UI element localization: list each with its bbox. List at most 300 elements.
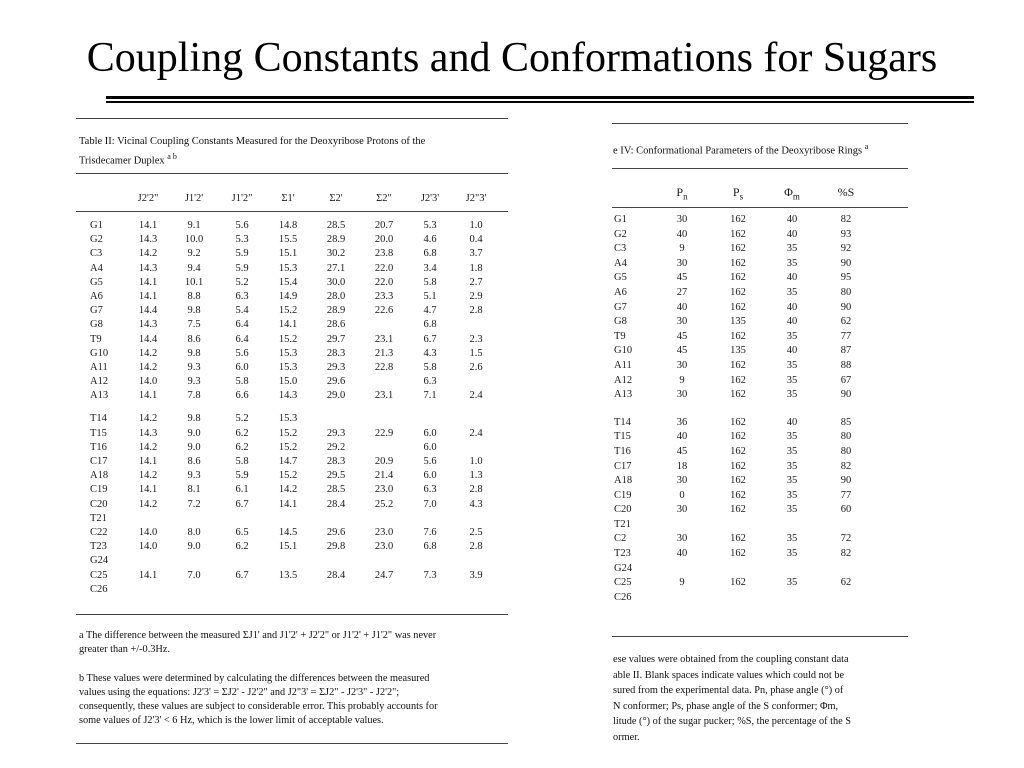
table-cell: 29.2 [326, 441, 346, 453]
table-ii-header-cell: J2'3' [420, 193, 440, 204]
table-cell: 5.6 [235, 220, 249, 231]
table-cell: 162 [730, 389, 746, 401]
table-cell: 30 [676, 214, 688, 225]
table-cell: 6.0 [235, 361, 249, 373]
table-row [76, 483, 512, 497]
row-label: T21 [614, 518, 631, 530]
table-row [76, 233, 512, 247]
table-cell: 28.5 [326, 484, 346, 496]
table-cell: 162 [730, 577, 746, 589]
table-cell: 7.6 [423, 526, 437, 538]
table-cell: 6.3 [235, 290, 249, 302]
table-cell: 5.9 [235, 262, 249, 274]
table-cell: 23.0 [374, 526, 394, 538]
table-cell: 28.9 [326, 234, 346, 246]
table-ii-header-cell: J2'2" [137, 193, 159, 204]
table-cell: 4.7 [423, 305, 437, 317]
table-iv-header-rule-bottom [612, 207, 908, 208]
table-cell: 14.9 [278, 290, 298, 302]
table-cell: 9 [679, 243, 685, 255]
row-label: C2 [614, 533, 627, 545]
table-row [608, 532, 908, 547]
table-ii-header-row [76, 192, 512, 206]
table-cell: 162 [730, 214, 746, 225]
table-cell: 162 [730, 301, 746, 313]
table-cell: 6.7 [235, 569, 249, 581]
table-cell: 40 [786, 272, 798, 284]
table-cell: 30 [676, 359, 688, 371]
table-cell: 27.1 [326, 262, 346, 274]
row-label: T21 [90, 512, 107, 524]
table-cell: 18 [676, 460, 688, 472]
table-ii-header-cell: J1'2" [231, 193, 253, 204]
table-cell: 35 [786, 374, 798, 386]
table-cell: 23.3 [374, 290, 394, 302]
table-row [76, 333, 512, 347]
table-row [76, 469, 512, 483]
table-row [608, 228, 908, 243]
table-cell: 90 [840, 389, 852, 401]
table-row [608, 445, 908, 460]
table-cell: 9.2 [187, 248, 201, 260]
table-cell: 23.8 [374, 248, 394, 260]
table-cell: 5.8 [235, 456, 249, 467]
row-label: C20 [614, 504, 632, 516]
table-row [608, 301, 908, 316]
table-cell: 2.9 [469, 290, 483, 302]
table-cell: 162 [730, 548, 746, 560]
table-cell: 9.3 [187, 361, 201, 373]
table-cell: 14.2 [138, 361, 158, 373]
table-cell: 35 [786, 577, 798, 589]
table-cell: 8.0 [187, 526, 201, 538]
table-iv-caption-text: e IV: Conformational Parameters of the Deoxyribose Rings [613, 145, 863, 157]
footnote-b-line4: some values of J2'3' < 6 Hz, which is the lower limit of acceptable values. [79, 715, 384, 726]
table-cell: 23.0 [374, 541, 394, 553]
table-cell: 27 [676, 286, 688, 298]
table-cell: 2.4 [469, 427, 483, 439]
row-label: T15 [614, 431, 631, 443]
row-label: C26 [90, 583, 108, 595]
row-label: G5 [614, 272, 627, 284]
row-label: A13 [90, 390, 109, 402]
row-label: C26 [614, 591, 632, 603]
table-iv-header-s: %S [837, 185, 855, 199]
table-ii-header-rule-bottom [76, 211, 508, 212]
row-label: T14 [90, 413, 107, 425]
table-cell: 30 [676, 504, 688, 516]
table-row [76, 441, 512, 455]
row-label: T16 [90, 441, 107, 453]
table-row [608, 430, 908, 445]
table-cell: 72 [840, 533, 852, 545]
table-cell: 6.2 [235, 441, 249, 453]
table-cell: 23.1 [374, 390, 394, 402]
table-iv-body [608, 213, 908, 605]
table-cell: 88 [840, 359, 852, 371]
row-label: G8 [90, 319, 103, 331]
table-cell: 30 [676, 389, 688, 401]
table-cell: 7.3 [423, 569, 437, 581]
table-cell: 6.2 [235, 427, 249, 439]
table-cell: 14.2 [138, 498, 158, 510]
table-cell: 20.9 [374, 456, 394, 467]
table-cell: 40 [786, 316, 798, 328]
table-cell: 14.3 [138, 234, 158, 246]
table-cell: 5.8 [423, 276, 437, 288]
table-cell: 1.3 [469, 470, 483, 482]
table-row [608, 591, 908, 606]
table-row [76, 276, 512, 290]
table-cell: 29.8 [326, 541, 346, 553]
table-cell: 14.1 [138, 484, 158, 496]
row-label: A11 [614, 359, 632, 371]
table-cell: 22.8 [374, 361, 394, 373]
title-divider-secondary [106, 101, 974, 103]
table-cell: 90 [840, 301, 852, 313]
row-label: A12 [614, 374, 633, 386]
table-ii-caption-line2: Trisdecamer Duplex [79, 155, 165, 167]
table-cell: 6.7 [235, 498, 249, 510]
table-ii-caption-line1: Table II: Vicinal Coupling Constants Measured for the Deoxyribose Protons of the [79, 136, 426, 147]
table-cell: 15.5 [278, 234, 298, 246]
table-cell: 30.2 [326, 248, 346, 260]
table-row [76, 583, 512, 597]
table-row [76, 427, 512, 441]
table-cell: 40 [786, 345, 798, 357]
table-cell: 92 [840, 243, 852, 255]
table-cell: 24.7 [374, 569, 394, 581]
footnote-b-line3: consequently, these values are subject to considerable error. This probably accounts for [79, 701, 438, 712]
table-cell: 14.1 [138, 390, 158, 402]
table-cell: 2.6 [469, 361, 483, 373]
table-cell: 14.4 [138, 333, 158, 345]
table-cell: 5.9 [235, 248, 249, 260]
table-cell: 162 [730, 374, 746, 386]
table-cell: 162 [730, 533, 746, 545]
row-label: A11 [90, 361, 108, 373]
table-cell: 9.1 [187, 220, 201, 231]
table-cell: 23.0 [374, 484, 394, 496]
table-cell: 0 [679, 489, 685, 501]
table-cell: 25.2 [374, 498, 394, 510]
table-row [76, 554, 512, 568]
table-cell: 14.2 [138, 413, 158, 425]
table-cell: 6.0 [423, 441, 437, 453]
table-cell: 35 [786, 330, 798, 342]
footnote-a-line1: The difference between the measured ΣJ1' and J1'2' + J2'2" or J1'2' + J1'2" was never [83, 630, 437, 641]
table-row [76, 318, 512, 332]
table-cell: 162 [730, 504, 746, 516]
table-iv-caption [613, 139, 868, 159]
table-ii-caption [79, 134, 425, 169]
table-row [76, 455, 512, 469]
table-iv-header-rule-top [612, 168, 908, 169]
table-cell: 13.5 [278, 569, 298, 581]
table-row [608, 359, 908, 374]
table-cell: 14.3 [138, 427, 158, 439]
table-ii-caption-footnote-marks: a b [167, 152, 177, 161]
footnote-line: ormer. [613, 731, 640, 743]
table-cell: 4.3 [469, 498, 483, 510]
table-cell: 1.5 [469, 347, 483, 359]
table-cell: 6.7 [423, 333, 437, 345]
table-ii-bottom-rule [76, 614, 508, 615]
table-cell: 5.6 [235, 347, 249, 359]
table-cell: 40 [786, 416, 798, 428]
table-cell: 29.7 [326, 333, 346, 345]
footnote-mark: b [79, 673, 85, 684]
table-cell: 40 [676, 301, 688, 313]
table-cell: 22.9 [374, 427, 394, 439]
table-cell: 9.8 [187, 413, 201, 425]
table-cell: 23.1 [374, 333, 394, 345]
table-iv-bottom-rule [612, 636, 908, 637]
table-cell: 22.0 [374, 276, 394, 288]
footnote-line: litude (°) of the sugar pucker; %S, the percentage of the S [613, 716, 852, 727]
table-cell: 162 [730, 257, 746, 269]
table-cell: 35 [786, 504, 798, 516]
table-cell: 8.8 [187, 290, 201, 302]
table-cell: 60 [840, 504, 852, 516]
table-cell: 5.6 [423, 456, 437, 467]
table-cell: 6.8 [423, 248, 437, 260]
table-ii-header-cell: Σ1' [281, 193, 295, 204]
table-cell: 15.3 [278, 361, 298, 373]
table-cell: 14.1 [138, 276, 158, 288]
table-row [76, 304, 512, 318]
table-cell: 162 [730, 330, 746, 342]
table-cell: 35 [786, 548, 798, 560]
table-cell: 22.6 [374, 305, 394, 317]
table-cell: 7.0 [423, 498, 437, 510]
table-cell: 28.3 [326, 347, 346, 359]
table-cell: 29.3 [326, 427, 346, 439]
table-iv-header-phi: $\Phi_m$ [784, 185, 800, 202]
table-cell: 20.0 [374, 234, 394, 246]
table-cell: 2.8 [469, 305, 483, 317]
table-ii-top-rule [76, 118, 508, 119]
table-cell: 28.5 [326, 220, 346, 231]
table-cell: 22.0 [374, 262, 394, 274]
table-cell: 14.0 [138, 541, 158, 553]
table-ii-header-cell: J1'2' [184, 193, 204, 204]
table-cell: 82 [840, 548, 852, 560]
table-cell: 5.3 [423, 220, 437, 231]
table-row [608, 547, 908, 562]
table-cell: 2.7 [469, 276, 483, 288]
table-cell: 15.0 [278, 376, 298, 388]
row-label: C3 [90, 248, 103, 260]
table-ii-header-cell: J2"3' [465, 193, 487, 204]
table-cell: 45 [676, 445, 688, 457]
group-spacer [608, 403, 908, 416]
table-cell: 162 [730, 431, 746, 443]
table-cell: 9 [679, 374, 685, 386]
table-cell: 30 [676, 316, 688, 328]
row-label: A12 [90, 376, 109, 388]
table-cell: 14.1 [138, 569, 158, 581]
row-label: C17 [90, 456, 108, 467]
table-cell: 30.0 [326, 276, 346, 288]
table-row [608, 562, 908, 577]
table-cell: 0.4 [469, 234, 483, 246]
footnote-line: sured from the experimental data. Pn, phase angle (°) of [613, 685, 844, 696]
table-cell: 35 [786, 389, 798, 401]
table-cell: 162 [730, 445, 746, 457]
table-cell: 8.6 [187, 333, 201, 345]
table-cell: 6.4 [235, 319, 249, 331]
row-label: G24 [614, 562, 633, 574]
row-label: C17 [614, 460, 632, 472]
table-cell: 6.6 [235, 390, 249, 402]
table-row [76, 498, 512, 512]
table-cell: 20.7 [374, 220, 394, 231]
footnote-line: N conformer; Ps, phase angle of the S conformer; Φm, [613, 700, 839, 712]
table-iv-caption-footnote-mark: a [864, 142, 869, 151]
table-row [76, 412, 512, 426]
table-row [76, 389, 512, 403]
table-ii-footnote-b [79, 672, 509, 728]
table-row [76, 219, 512, 233]
table-cell: 21.3 [374, 347, 394, 359]
table-cell: 7.0 [187, 569, 201, 581]
table-cell: 14.8 [278, 220, 298, 231]
row-label: A18 [614, 475, 633, 487]
table-cell: 9.8 [187, 305, 201, 317]
table-cell: 15.3 [278, 347, 298, 359]
table-cell: 162 [730, 460, 746, 472]
row-label: G2 [614, 228, 627, 240]
table-cell: 35 [786, 445, 798, 457]
table-cell: 2.8 [469, 541, 483, 553]
row-label: T9 [90, 333, 102, 345]
table-cell: 82 [840, 460, 852, 472]
table-cell: 5.3 [235, 234, 249, 246]
table-cell: 93 [840, 228, 852, 240]
table-row [608, 503, 908, 518]
table-row [76, 361, 512, 375]
table-cell: 14.4 [138, 305, 158, 317]
table-ii-header-cell: Σ2" [376, 193, 392, 204]
table-cell: 162 [730, 286, 746, 298]
table-cell: 15.2 [278, 470, 298, 482]
group-spacer [76, 403, 512, 412]
table-cell: 67 [840, 374, 852, 386]
table-cell: 28.4 [326, 498, 346, 510]
table-cell: 14.5 [278, 526, 298, 538]
table-cell: 135 [730, 316, 746, 328]
table-cell: 15.2 [278, 305, 298, 317]
table-cell: 8.1 [187, 484, 201, 496]
table-row [608, 576, 908, 591]
slide-title: Coupling Constants and Conformations for Sugars [86, 35, 938, 81]
table-cell: 40 [786, 301, 798, 313]
table-cell: 3.9 [469, 569, 483, 581]
table-cell: 5.1 [423, 290, 437, 302]
row-label: C25 [90, 569, 108, 581]
row-label: G7 [614, 301, 627, 313]
row-label: C3 [614, 243, 627, 255]
row-label: A6 [90, 290, 103, 302]
row-label: A18 [90, 470, 109, 482]
table-row [608, 518, 908, 533]
table-cell: 36 [676, 416, 688, 428]
table-cell: 9.4 [187, 262, 201, 274]
table-cell: 35 [786, 359, 798, 371]
row-label: C19 [614, 489, 632, 501]
table-cell: 14.3 [138, 319, 158, 331]
table-cell: 2.4 [469, 390, 483, 402]
row-label: T16 [614, 445, 631, 457]
table-cell: 5.2 [235, 413, 249, 425]
table-cell: 162 [730, 359, 746, 371]
table-cell: 3.4 [423, 262, 437, 274]
table-cell: 1.8 [469, 262, 483, 274]
table-row [76, 290, 512, 304]
table-cell: 7.8 [187, 390, 201, 402]
table-cell: 14.2 [138, 347, 158, 359]
table-row [608, 213, 908, 228]
row-label: A13 [614, 389, 633, 401]
table-row [76, 540, 512, 554]
table-cell: 28.9 [326, 305, 346, 317]
table-cell: 6.5 [235, 526, 249, 538]
table-cell: 15.4 [278, 276, 298, 288]
table-iv-top-rule [612, 123, 908, 124]
row-label: C22 [90, 526, 108, 538]
table-cell: 6.3 [423, 376, 437, 388]
table-cell: 87 [840, 345, 852, 357]
table-cell: 62 [840, 316, 852, 328]
table-iv-header-pn: $P_n$ [676, 185, 688, 202]
row-label: C19 [90, 484, 108, 496]
table-cell: 80 [840, 445, 852, 457]
table-row [608, 286, 908, 301]
table-cell: 15.3 [278, 262, 298, 274]
table-cell: 35 [786, 460, 798, 472]
table-cell: 2.3 [469, 333, 483, 345]
table-row [76, 512, 512, 526]
row-label: A6 [614, 286, 627, 298]
table-cell: 14.0 [138, 376, 158, 388]
row-label: G1 [90, 220, 103, 231]
table-cell: 80 [840, 286, 852, 298]
table-cell: 9.0 [187, 541, 201, 553]
table-ii-footnote-a [79, 629, 509, 657]
table-ii-header-rule-top [76, 173, 508, 174]
table-cell: 5.9 [235, 470, 249, 482]
table-cell: 15.3 [278, 413, 298, 425]
table-row [608, 489, 908, 504]
table-row [608, 271, 908, 286]
table-cell: 82 [840, 214, 852, 225]
table-cell: 29.0 [326, 390, 346, 402]
table-cell: 10.1 [184, 276, 204, 288]
table-cell: 9.3 [187, 376, 201, 388]
table-cell: 29.6 [326, 526, 346, 538]
table-cell: 6.0 [423, 427, 437, 439]
table-cell: 29.5 [326, 470, 346, 482]
footnote-b-line1: These values were determined by calculating the differences between the measured [84, 673, 430, 684]
table-cell: 14.1 [138, 290, 158, 302]
table-cell: 4.6 [423, 234, 437, 246]
row-label: C25 [614, 577, 632, 589]
table-cell: 77 [840, 489, 852, 501]
table-cell: 62 [840, 577, 852, 589]
table-cell: 162 [730, 489, 746, 501]
table-cell: 5.4 [235, 305, 249, 317]
